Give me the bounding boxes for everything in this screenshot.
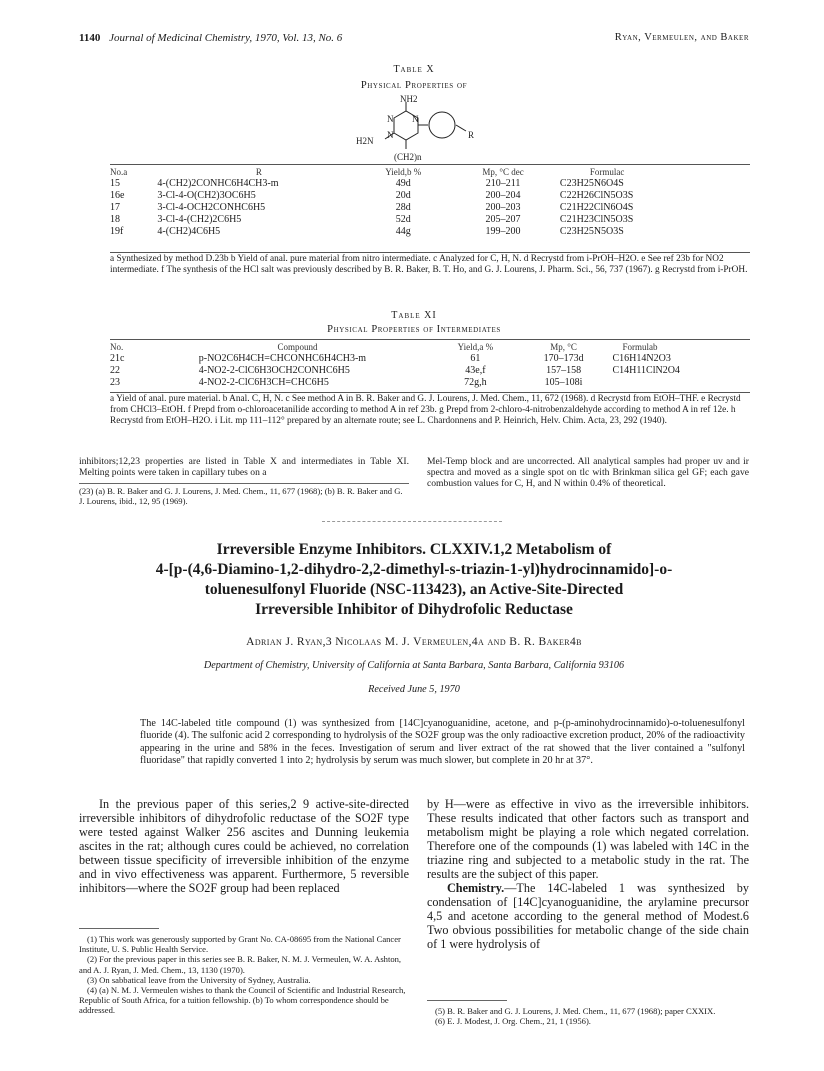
cell: p-NO2C6H4CH=CHCONHC6H4CH3-m [198, 353, 367, 364]
footnote-rule-left [79, 928, 159, 929]
table-x [110, 166, 750, 238]
struct-label-r: R [468, 130, 475, 140]
body-right-column [427, 797, 749, 951]
cell: 17 [110, 202, 120, 213]
prev-article-left-text: inhibitors;12,23 properties are listed in Table X and intermediates in Table XI. Melting points were taken in capillary tubes on a [79, 456, 409, 478]
col-header: Compound [277, 342, 318, 352]
prev-article-right-text: Mel-Temp block and are uncorrected. All analytical samples had proper uv and ir spectra and moved as a single spot on tlc with Brinkman silica gel GF; each gave combustion values for C, H, and N within 0.4% of theoretical. [427, 456, 749, 489]
struct-label-h2n: H2N [356, 136, 374, 146]
col-header: Yield,a % [457, 342, 494, 352]
table-row [110, 365, 750, 377]
cell: C14H11ClN2O4 [612, 365, 680, 376]
cell: 200–203 [485, 202, 521, 213]
col-header: No.a [110, 167, 128, 177]
cell: 16e [110, 190, 125, 201]
footnotes-left [79, 934, 409, 1016]
cell: 4-(CH2)4C6H5 [157, 226, 221, 237]
cell: 3-Cl-4-OCH2CONHC6H5 [157, 202, 266, 213]
col-header: Formulab [622, 342, 658, 352]
prev-article-footnote: (23) (a) B. R. Baker and G. J. Lourens, J. Med. Chem., 11, 677 (1968); (b) B. R. Baker and G. J. Lourens, ibid., 12, 95 (1969). [79, 486, 403, 506]
cell: C23H25N6O4S [559, 178, 624, 189]
cell: 44g [395, 226, 411, 237]
table-x-top-rule [110, 164, 750, 165]
cell: C22H26ClN5O3S [559, 190, 634, 201]
footnote: (2) For the previous paper in this series see B. R. Baker, N. M. J. Vermeulen, W. A. Ashton, and A. J. Ryan, J. Med. Chem., 13, 1130 (1970). [79, 954, 402, 975]
cell: 28d [395, 202, 411, 213]
cell: C16H14N2O3 [612, 353, 671, 364]
cell: 18 [110, 214, 120, 225]
footnote: (6) E. J. Modest, J. Org. Chem., 21, 1 (1956). [435, 1016, 591, 1027]
body-paragraph: by H—were as effective in vivo as the irreversible inhibitors. These results indicated that other factors such as transport and metabolism might be playing a role which negated correlation. Therefore one of the compounds (1) was labeled with 14C in the triazine ring and subjected to a metabolic study in the rat. The results are the subject of this paper. [427, 797, 749, 881]
cell: 52d [395, 214, 411, 225]
title-line: toluenesulfonyl Fluoride (NSC-113423), an Active-Site-Directed [204, 581, 624, 598]
body-paragraph [427, 881, 749, 951]
table-xi-top-rule [110, 339, 750, 340]
running-head [79, 32, 749, 46]
cell: 20d [395, 190, 411, 201]
title-line: Irreversible Enzyme Inhibitors. CLXXIV.1,2 Metabolism of [216, 541, 612, 558]
page-number: 1140 [79, 32, 101, 44]
struct-label-chain: (CH2)n [394, 152, 422, 162]
table-row [110, 214, 750, 226]
cell [613, 377, 750, 389]
cell: C23H25N5O3S [559, 226, 624, 237]
cell: 170–173d [543, 353, 584, 364]
table-row [110, 377, 750, 389]
table-x-structure [330, 92, 510, 164]
article-authors: Adrian J. Ryan,3 Nicolaas M. J. Vermeulen,4a and B. R. Baker4b [246, 636, 582, 648]
title-line: Irreversible Inhibitor of Dihydrofolic Reductase [255, 601, 573, 618]
running-authors: Ryan, Vermeulen, and Baker [614, 32, 749, 43]
cell: 19f [110, 226, 124, 237]
cell: C21H22ClN6O4S [559, 202, 634, 213]
body-paragraph: In the previous paper of this series,2 9 active-site-directed irreversible inhibitors of dihydrofolic reductase of the SO2F type were tested against Walker 256 ascites and Dunning leukemia ascites in the rat; although cures could be achieved, no correlation between tissue specificity of irreversible inhibition of the enzyme and in vivo effectiveness was apparent. Furthermore, 5 reversible inhibitors—where the SO2F group had been replaced [79, 797, 409, 895]
cell: 72g,h [464, 377, 487, 388]
col-header: R [255, 167, 262, 177]
cell: 49d [395, 178, 411, 189]
cell: 43e,f [465, 365, 486, 376]
table-row [110, 226, 750, 238]
cell: 199–200 [485, 226, 521, 237]
table-row [110, 202, 750, 214]
footnote: (3) On sabbatical leave from the University of Sydney, Australia. [87, 974, 311, 985]
chemistry-text: —The 14C-labeled 1 was synthesized by condensation of [14C]cyanoguanidine, the arylamine precursor 4,5 and acetone according to the general method of Modest.6 Two obvious possibilities for metabolic change of the side chain of 1 were hydrolysis of [427, 881, 749, 951]
article-separator [322, 521, 502, 522]
col-header: Mp, °C [550, 342, 577, 352]
body-left-column [79, 797, 409, 895]
col-header: Mp, °C dec [482, 167, 524, 177]
footnote-rule-right [427, 1000, 507, 1001]
cell: 23 [110, 377, 120, 388]
table-row [110, 190, 750, 202]
cell: 3-Cl-4-(CH2)2C6H5 [157, 214, 242, 225]
table-row [110, 353, 750, 365]
title-line: 4-[p-(4,6-Diamino-1,2-dihydro-2,2-dimethyl-s-triazin-1-yl)hydrocinnamido]-o- [155, 561, 673, 578]
footnote: (4) (a) N. M. J. Vermeulen wishes to thank the Council of Scientific and Industrial Research, Republic of South Africa, for a tuition fellowship. (b) To whom correspondence should be addressed. [79, 985, 406, 1016]
footnote: (1) This work was generously supported by Grant No. CA-08695 from the National Cancer Institute, U. S. Public Health Service. [79, 934, 401, 955]
table-xi-caption: Table XI [391, 310, 437, 321]
footnote: (5) B. R. Baker and G. J. Lourens, J. Med. Chem., 11, 677 (1968); paper CXXIX. [435, 1006, 716, 1016]
cell: 205–207 [485, 214, 521, 225]
table-x-bottom-rule [110, 252, 750, 253]
table-xi-header-row [110, 341, 750, 353]
footnotes-right [427, 1006, 749, 1026]
table-xi-bottom-rule [110, 392, 750, 393]
cell: 105–108i [544, 377, 583, 388]
article-abstract: The 14C-labeled title compound (1) was synthesized from [14C]cyanoguanidine, acetone, and p-(p-aminohydrocinnamido)-o-toluenesulfonyl fluoride (4). The sulfonic acid 2 corresponding to hydrolysis of the SO2F group was the only radioactive excretion product, 20% of the radioactivity appearing in the urine and 58% in the feces. Investigation of serum and liver extract of the rat showed that the liver contained a "sulfonyl fluoridase" that rapidly converted 1 into 2; hydrolysis by serum was much slower, but complete in 20 hr at 37°. [140, 718, 745, 767]
col-header: Formulac [589, 167, 625, 177]
cell: 3-Cl-4-O(CH2)3OC6H5 [157, 190, 256, 201]
cell: C21H23ClN5O3S [559, 214, 634, 225]
col-header: Yield,b % [385, 167, 422, 177]
struct-label-n2: N [412, 114, 419, 124]
chemistry-heading: Chemistry. [447, 881, 505, 895]
table-x-caption: Table X [393, 64, 435, 75]
cell: 61 [470, 353, 481, 364]
cell: 15 [110, 178, 120, 189]
struct-label-n1: N [387, 114, 394, 124]
table-row [110, 178, 750, 190]
article-title [79, 540, 749, 620]
table-x-subtitle: Physical Properties of [360, 80, 468, 91]
table-x-header-row [110, 166, 750, 178]
table-x-footnotes: a Synthesized by method D.23b b Yield of anal. pure material from nitro intermediate. c Analyzed for C, H, N. d Recrystd from i-PrOH–H2O. e See ref 23b for NO2 intermediate. f The synthesis of the HCl salt was previously described by B. R. Baker, B. T. Ho, and G. J. Lourens, J. Pharm. Sci., 56, 737 (1967). g Recrystd from i-PrOH. [110, 254, 748, 275]
table-xi-footnotes: a Yield of anal. pure material. b Anal. C, H, N. c See method A in B. R. Baker and G. J. Lourens, J. Med. Chem., 11, 672 (1968). d Recrystd from EtOH–THF. e Recrystd from CHCl3–EtOH. f Prepd from o-chloroacetanilide according to method A in ref 23b. g Prepd from 2-chloro-4-nitrobenzaldehyde according to method A in ref 12e. h Recrystd from EtOH–H2O. i Lit. mp 111–112° prepared by an alternate route; see L. Chardonnens and P. Heinrich, Helv. Chim. Acta, 23, 292 (1940). [110, 394, 741, 426]
article-affiliation: Department of Chemistry, University of California at Santa Barbara, Santa Barbara, California 93106 [203, 660, 625, 671]
struct-label-nh2: NH2 [400, 94, 418, 104]
cell: 4-NO2-2-ClC6H3OCH2CONHC6H5 [198, 365, 350, 376]
cell: 4-(CH2)2CONHC6H4CH3-m [157, 178, 279, 189]
prev-article-footnote-rule [79, 483, 409, 484]
col-header: No. [110, 342, 124, 352]
table-xi [110, 341, 750, 389]
cell: 157–158 [546, 365, 582, 376]
struct-label-n3: N [387, 130, 394, 140]
article-received: Received June 5, 1970 [368, 684, 460, 695]
cell: 21c [110, 353, 125, 364]
cell: 200–204 [485, 190, 521, 201]
cell: 210–211 [485, 178, 521, 189]
table-xi-subtitle: Physical Properties of Intermediates [327, 324, 501, 335]
journal-citation: Journal of Medicinal Chemistry, 1970, Vol. 13, No. 6 [109, 32, 343, 44]
cell: 4-NO2-2-ClC6H3CH=CHC6H5 [198, 377, 329, 388]
cell: 22 [110, 365, 120, 376]
